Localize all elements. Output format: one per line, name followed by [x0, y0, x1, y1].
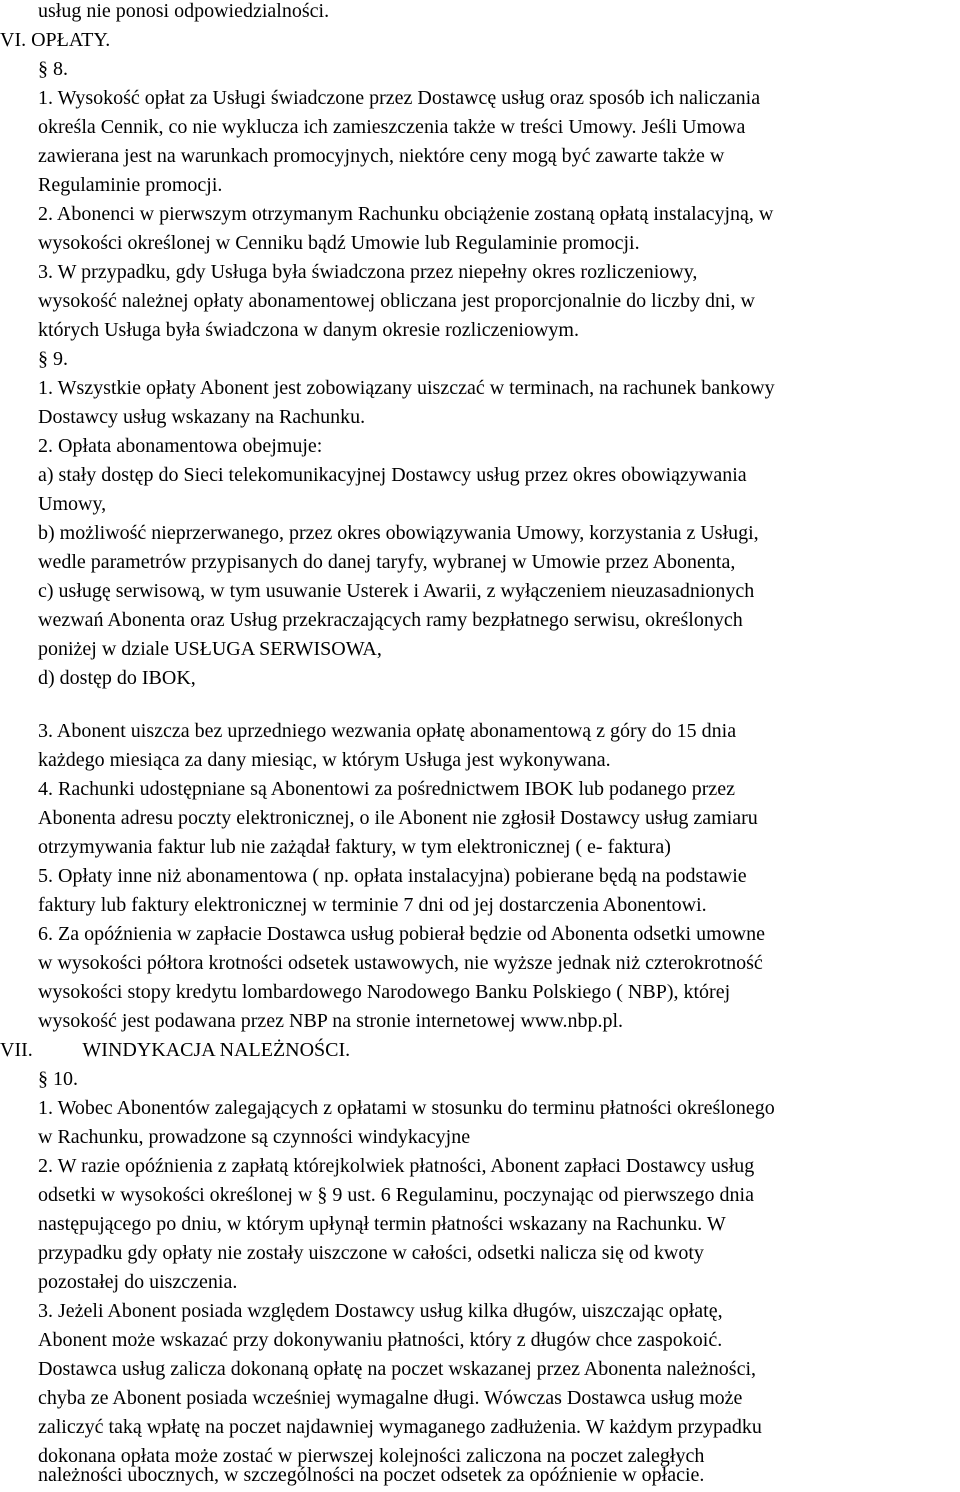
text-line: 2. Abonenci w pierwszym otrzymanym Rachunku obciążenie zostaną opłatą instalacyjną, w: [38, 203, 774, 225]
paragraph-mark: § 10.: [38, 1068, 78, 1090]
text-line: 1. Wszystkie opłaty Abonent jest zobowiązany uiszczać w terminach, na rachunek bankowy: [38, 377, 775, 399]
text-line: należności ubocznych, w szczególności na poczet odsetek za opóźnienie w opłacie.: [38, 1464, 705, 1486]
text-line: w wysokości półtora krotności odsetek ustawowych, nie wyższe jednak niż czterokrotność: [38, 952, 763, 974]
text-line: Regulaminie promocji.: [38, 174, 223, 196]
text-line: dokonana opłata może zostać w pierwszej kolejności zaliczona na poczet zaległych: [38, 1445, 705, 1467]
text-line: 2. Opłata abonamentowa obejmuje:: [38, 435, 323, 457]
section-heading: VII. WINDYKACJA NALEŻNOŚCI.: [0, 1039, 351, 1061]
text-line: Dostawcy usług wskazany na Rachunku.: [38, 406, 366, 428]
text-line: 4. Rachunki udostępniane są Abonentowi za pośrednictwem IBOK lub podanego przez: [38, 778, 736, 800]
text-line: c) usługę serwisową, w tym usuwanie Usterek i Awarii, z wyłączeniem nieuzasadnionych: [38, 580, 755, 602]
text-line: przypadku gdy opłaty nie zostały uiszczone w całości, odsetki nalicza się od kwoty: [38, 1242, 704, 1264]
text-line: 1. Wysokość opłat za Usługi świadczone przez Dostawcę usług oraz sposób ich naliczania: [38, 87, 761, 109]
text-line: następującego po dniu, w którym upłynął termin płatności wskazany na Rachunku. W: [38, 1213, 726, 1235]
paragraph-mark: § 9.: [38, 348, 68, 370]
text-line: 6. Za opóźnienia w zapłacie Dostawca usług pobierał będzie od Abonenta odsetki umowne: [38, 923, 765, 945]
text-line: 5. Opłaty inne niż abonamentowa ( np. opłata instalacyjna) pobierane będą na podstawie: [38, 865, 747, 887]
text-line: 3. Jeżeli Abonent posiada względem Dostawcy usług kilka długów, uiszczając opłatę,: [38, 1300, 723, 1322]
text-line: odsetki w wysokości określonej w § 9 ust. 6 Regulaminu, poczynając od pierwszego dnia: [38, 1184, 754, 1206]
text-line: wysokości stopy kredytu lombardowego Narodowego Banku Polskiego ( NBP), której: [38, 981, 731, 1003]
paragraph-mark: § 8.: [38, 58, 68, 80]
text-line: 3. Abonent uiszcza bez uprzedniego wezwania opłatę abonamentową z góry do 15 dnia: [38, 720, 737, 742]
text-line: 2. W razie opóźnienia z zapłatą którejkolwiek płatności, Abonent zapłaci Dostawcy usług: [38, 1155, 755, 1177]
text-line: d) dostęp do IBOK,: [38, 667, 196, 689]
text-line: usług nie ponosi odpowiedzialności.: [38, 0, 330, 22]
text-line: zawierana jest na warunkach promocyjnych, niektóre ceny mogą być zawarte także w: [38, 145, 725, 167]
text-line: chyba ze Abonent posiada wcześniej wymagalne długi. Wówczas Dostawca usług może: [38, 1387, 743, 1409]
text-line: 3. W przypadku, gdy Usługa była świadczona przez niepełny okres rozliczeniowy,: [38, 261, 698, 283]
text-line: pozostałej do uiszczenia.: [38, 1271, 238, 1293]
text-line: zaliczyć taką wpłatę na poczet najdawniej wymaganego zadłużenia. W każdym przypadku: [38, 1416, 762, 1438]
text-line: Dostawca usług zalicza dokonaną opłatę na poczet wskazanej przez Abonenta należności,: [38, 1358, 757, 1380]
text-line: otrzymywania faktur lub nie zażądał faktury, w tym elektronicznej ( e- faktura): [38, 836, 671, 858]
text-line: których Usługa była świadczona w danym okresie rozliczeniowym.: [38, 319, 579, 341]
text-line: Abonent może wskazać przy dokonywaniu płatności, który z długów chce zaspokoić.: [38, 1329, 723, 1351]
text-line: 1. Wobec Abonentów zalegających z opłatami w stosunku do terminu płatności określonego: [38, 1097, 775, 1119]
text-line: wysokość należnej opłaty abonamentowej obliczana jest proporcjonalnie do liczby dni, w: [38, 290, 756, 312]
text-line: poniżej w dziale USŁUGA SERWISOWA,: [38, 638, 382, 660]
text-line: w Rachunku, prowadzone są czynności windykacyjne: [38, 1126, 471, 1148]
text-line: Abonenta adresu poczty elektronicznej, o ile Abonent nie zgłosił Dostawcy usług zamiaru: [38, 807, 758, 829]
section-heading: VI. OPŁATY.: [0, 29, 111, 51]
text-line: faktury lub faktury elektronicznej w terminie 7 dni od jej dostarczenia Abonentowi.: [38, 894, 707, 916]
text-line: a) stały dostęp do Sieci telekomunikacyjnej Dostawcy usług przez okres obowiązywania: [38, 464, 747, 486]
text-line: każdego miesiąca za dany miesiąc, w którym Usługa jest wykonywana.: [38, 749, 611, 771]
text-line: b) możliwość nieprzerwanego, przez okres obowiązywania Umowy, korzystania z Usługi,: [38, 522, 759, 544]
text-line: wedle parametrów przypisanych do danej taryfy, wybranej w Umowie przez Abonenta,: [38, 551, 736, 573]
text-line: określa Cennik, co nie wyklucza ich zamieszczenia także w treści Umowy. Jeśli Umowa: [38, 116, 746, 138]
text-line: Umowy,: [38, 493, 107, 515]
text-line: wysokości określonej w Cenniku bądź Umowie lub Regulaminie promocji.: [38, 232, 640, 254]
text-line: wezwań Abonenta oraz Usług przekraczających ramy bezpłatnego serwisu, określonych: [38, 609, 743, 631]
text-line: wysokość jest podawana przez NBP na stronie internetowej www.nbp.pl.: [38, 1010, 624, 1032]
